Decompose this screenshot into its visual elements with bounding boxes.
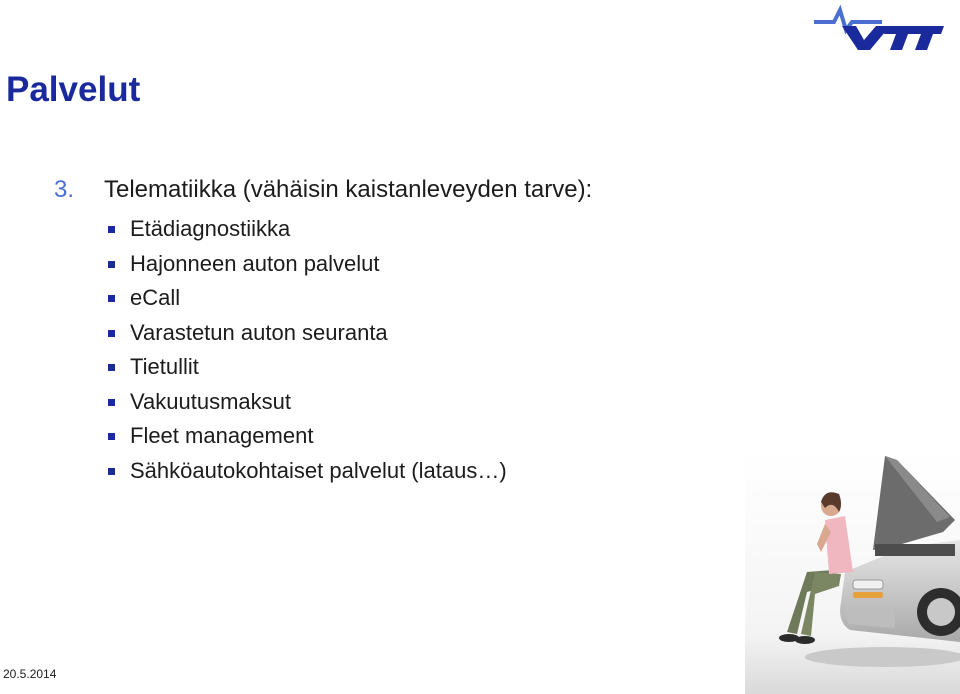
list-item	[108, 281, 507, 316]
bullet-text: Tietullit	[130, 354, 199, 379]
bullet-square-icon	[108, 261, 115, 268]
bullet-text: Fleet management	[130, 423, 314, 448]
bullet-square-icon	[108, 330, 115, 337]
bullet-square-icon	[108, 399, 115, 406]
slide-title: Palvelut	[6, 70, 141, 109]
bullet-text: Sähköautokohtaiset palvelut (lataus…)	[130, 457, 507, 483]
slide-date: 20.5.2014	[3, 667, 57, 681]
bullet-square-icon	[108, 468, 115, 475]
bullet-square-icon	[108, 295, 115, 302]
list-item	[108, 385, 507, 420]
list-item	[108, 247, 507, 282]
vtt-letter-t2	[911, 26, 944, 50]
item-number: 3.	[54, 176, 75, 203]
bullet-text: eCall	[130, 285, 181, 310]
list-item	[108, 350, 507, 385]
bullet-text: Vakuutusmaksut	[130, 388, 292, 414]
list-item	[108, 454, 507, 489]
bullet-text: Hajonneen auton palvelut	[130, 250, 380, 276]
bullet-list	[108, 212, 507, 488]
bullet-text: Etädiagnostiikka	[130, 216, 291, 241]
vtt-letter-v	[842, 26, 890, 50]
numbered-item	[54, 176, 592, 204]
list-item	[108, 419, 507, 454]
bullet-square-icon	[108, 364, 115, 371]
vtt-logo	[812, 4, 944, 54]
list-item	[108, 316, 507, 351]
item-text: Telematiikka (vähäisin kaistanleveyden tarve):	[104, 176, 593, 203]
bullet-square-icon	[108, 433, 115, 440]
list-item	[108, 212, 507, 247]
broken-down-car-photo	[745, 452, 960, 694]
bullet-square-icon	[108, 226, 115, 233]
bullet-text: Varastetun auton seuranta	[130, 319, 388, 345]
